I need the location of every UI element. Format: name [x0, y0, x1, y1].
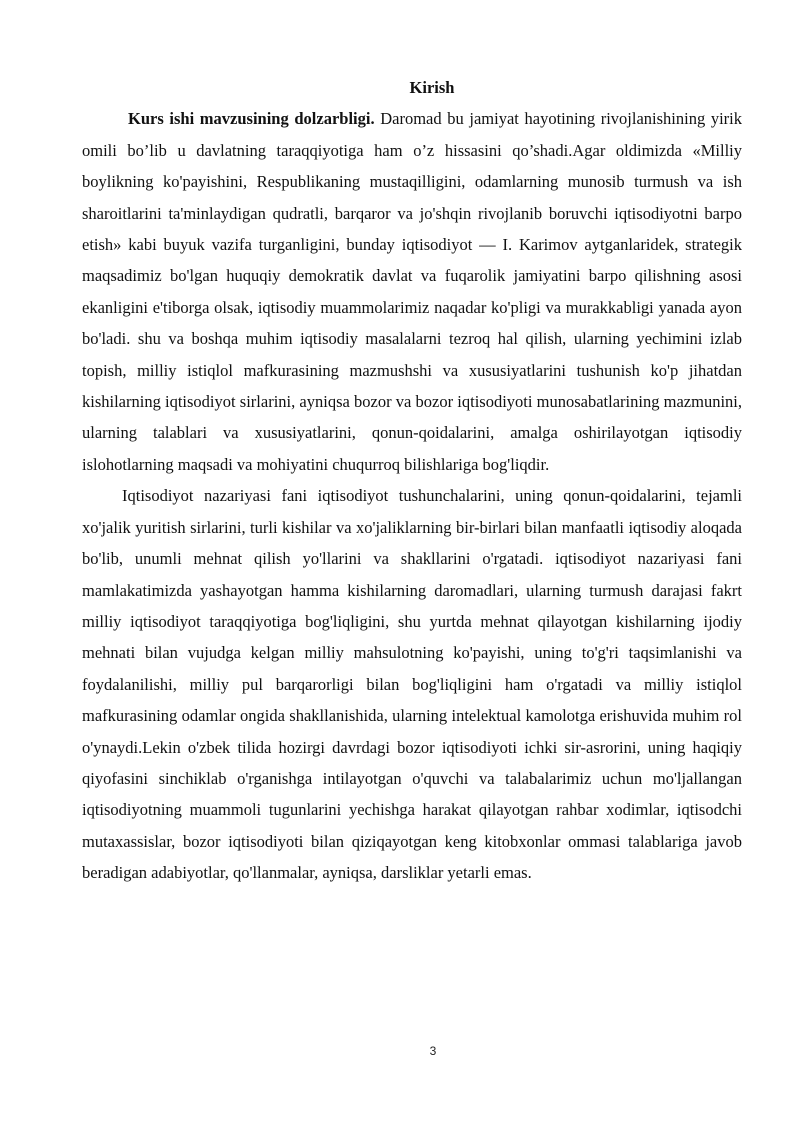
page-number: 3	[429, 1044, 437, 1058]
paragraph-theory: Iqtisodiyot nazariyasi fani iqtisodiyot tushunchalarini, uning qonun-qoidalarini, tejamli xo'jalik yuritish sirlarini, turli kishilar va xo'jaliklarning bir-birlari bilan manfaatli iqtisodiy aloqada bo'lib, unumli mehnat qilish yo'llarini va shakllarini o'rgatadi. iqtisodiyot nazariyasi fani mamlakatimizda yashayotgan hamma kishilarning daromadlari, ularning turmush darajasi fakrt milliy iqtisodiyot taraqqiyotiga bog'liqligini, shu yurtda mehnat qilayotgan kishilarning ijodiy mehnati bilan vujudga kelgan milliy mahsulotning ko'payishi, uning to'g'ri taqsimlanishi va foydalanilishi, milliy pul barqarorligi bilan bog'liqligini ham o'rgatadi va milliy istiqlol mafkurasining odamlar ongida shakllanishida, ularning intelektual kamolotga erishuvida muhim rol o'ynaydi.Lekin o'zbek tilida hozirgi davrdagi bozor iqtisodiyoti ichki sir-asrorini, uning haqiqiy qiyofasini sinchiklab o'rganishga intilayotgan o'quvchi va talabalarimiz uchun mo'ljallangan iqtisodiyotning muammoli tugunlarini yechishga harakat qilayotgan rahbar xodimlar, iqtisodchi mutaxassislar, bozor iqtisodiyoti bilan qiziqayotgan keng kitobxonlar ommasi talablariga javob beradigan adabiyotlar, qo'llanmalar, ayniqsa, darsliklar yetarli emas.	[82, 486, 742, 883]
paragraph-text: Daromad bu jamiyat hayotining rivojlanishining yirik omili bo’lib u davlatning taraqqiyotiga ham o’z hissasini qo’shadi.Agar oldimizda «Milliy boylikning ko'payishini, Respublikaning mustaqilligini, odamlarning munosib turmush va ish sharoitlarini ta'minlaydigan qudratli, barqaror va jo'shqin rivojlanib boruvchi iqtisodiyotni barpo etish» kabi buyuk vazifa turganligini, bunday iqtisodiyot — I. Karimov aytganlaridek, strategik maqsadimiz bo'lgan huquqiy demokratik davlat va fuqarolik jamiyatini barpo qilishning asosi ekanligini e'tiborga olsak, iqtisodiy muammolarimiz naqadar ko'pligi va murakkabligi yanada ayon bo'ladi. shu va boshqa muhim iqtisodiy masalalarni tezroq hal qilish, ularning yechimini izlab topish, milliy istiqlol mafkurasining mazmushshi va xususiyatlarini tushunish ko'p jihatdan kishilarning iqtisodiyot sirlarini, ayniqsa bozor va bozor iqtisodiyoti munosabatlarining mazmunini, ularning talablari va xususiyatlarini, qonun-qoidalarini, amalga oshirilayotgan iqtisodiy islohotlarning maqsadi va mohiyatini chuqurroq bilishlariga bog'liqdir.	[82, 109, 743, 474]
paragraph-relevance	[82, 103, 742, 480]
paragraph-lead: Kurs ishi mavzusining dolzarbligi.	[128, 109, 375, 129]
section-title: Kirish	[409, 78, 455, 97]
document-body	[82, 72, 742, 889]
